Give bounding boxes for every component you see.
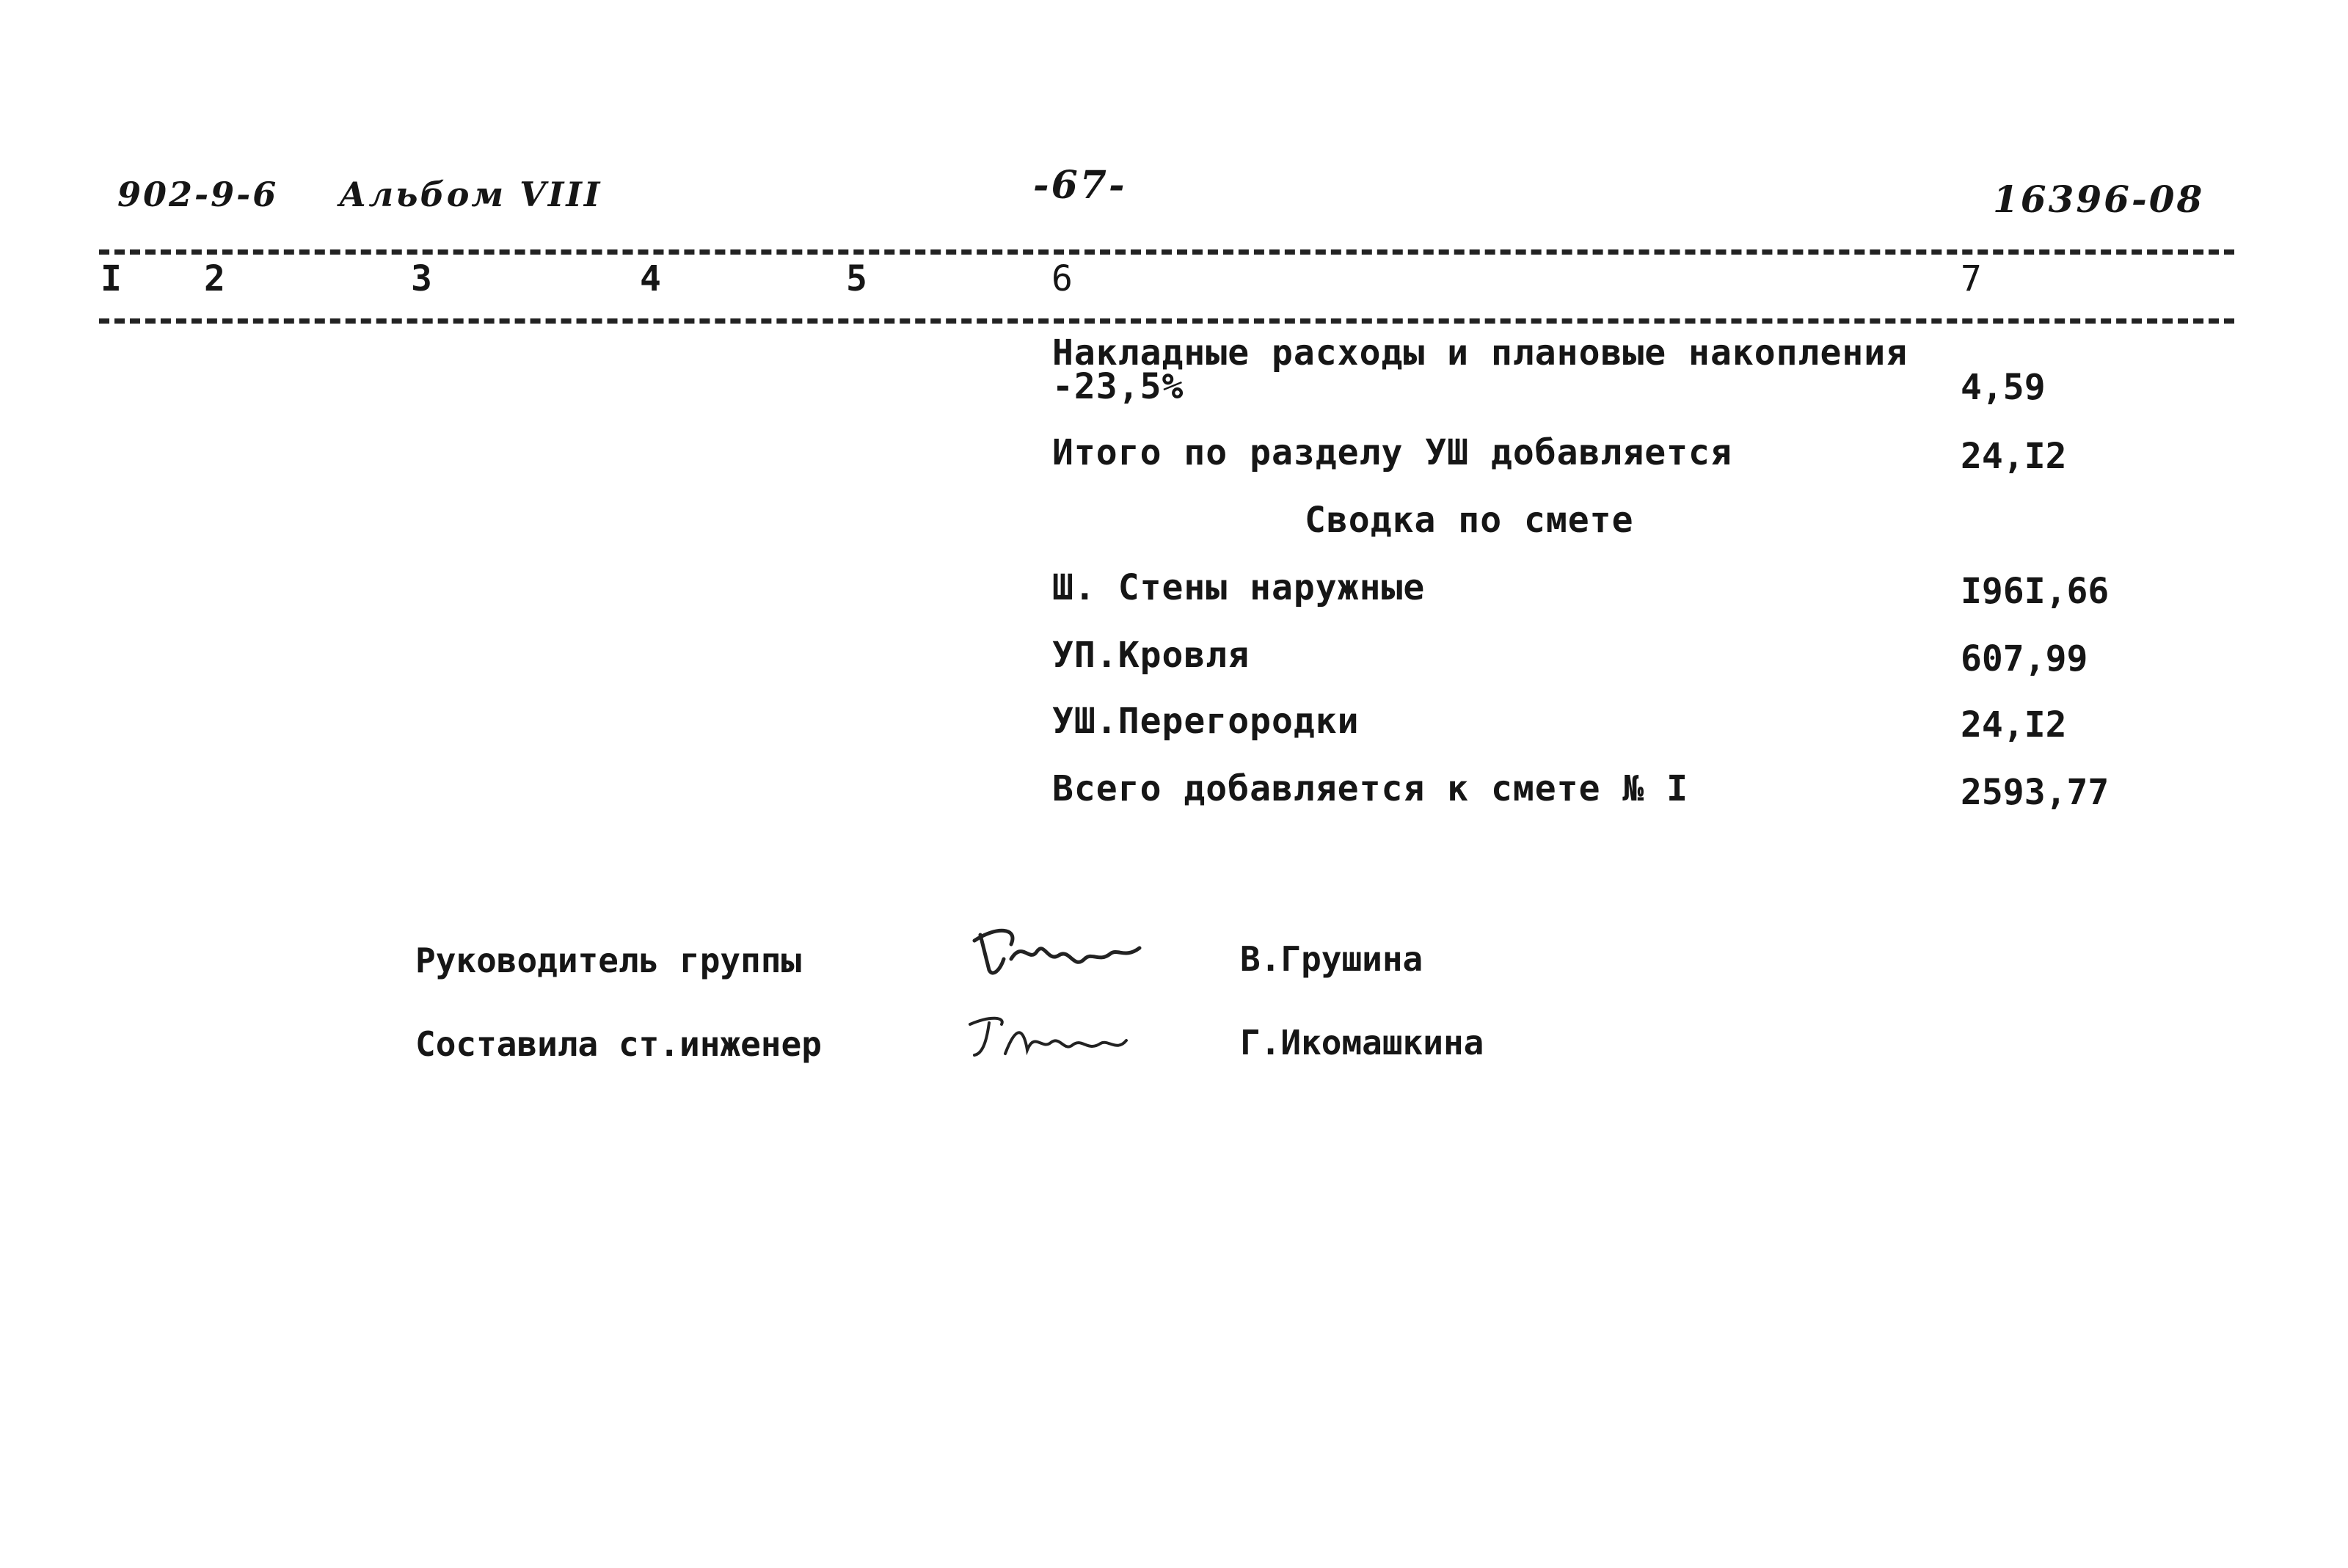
bottom-dashed-rule [99,318,2234,324]
grand-total-text: Всего добавляется к смете № I [1052,768,1689,809]
page-number: -67- [1033,163,1127,208]
signature-name-ikomashkina: Г.Икомашкина [1240,1023,1484,1062]
series-code: 902-9-6 [117,175,279,214]
summary-item-walls: Ш. Стены наружные [1052,567,1426,608]
summary-item-roof: УП.Кровля [1052,635,1250,676]
summary-item-partitions: УШ.Перегородки [1052,701,1360,742]
summary-title: Сводка по смете [1305,500,1634,541]
section-total-text: Итого по разделу УШ добавляется [1052,432,1732,473]
top-dashed-rule [99,249,2234,255]
overhead-row-text: Накладные расходы и плановые накопления -23,5% [1052,332,1908,407]
overhead-row-value: 4,59 [1961,367,2046,408]
album-label: Альбом VIII [339,175,602,214]
grand-total-value: 2593,77 [1961,772,2110,813]
column-number-1: I [101,258,122,299]
column-number-5: 5 [846,258,867,299]
summary-item-roof-value: 607,99 [1961,638,2088,679]
column-number-2: 2 [204,258,225,299]
summary-item-partitions-value: 24,I2 [1961,704,2067,745]
document-code: 16396-08 [1993,178,2205,221]
column-number-6: 6 [1051,258,1073,299]
section-total-value: 24,I2 [1961,436,2067,477]
handwritten-signature-1 [967,919,1151,988]
handwritten-signature-2 [961,1010,1145,1071]
signature-role-engineer: Составила ст.инженер [415,1024,822,1064]
summary-item-walls-value: I96I,66 [1961,571,2110,612]
column-number-3: 3 [411,258,432,299]
signature-name-grushina: В.Грушина [1240,939,1423,979]
column-number-4: 4 [640,258,661,299]
column-number-7: 7 [1961,258,1982,299]
signature-role-group-lead: Руководитель группы [415,941,802,980]
